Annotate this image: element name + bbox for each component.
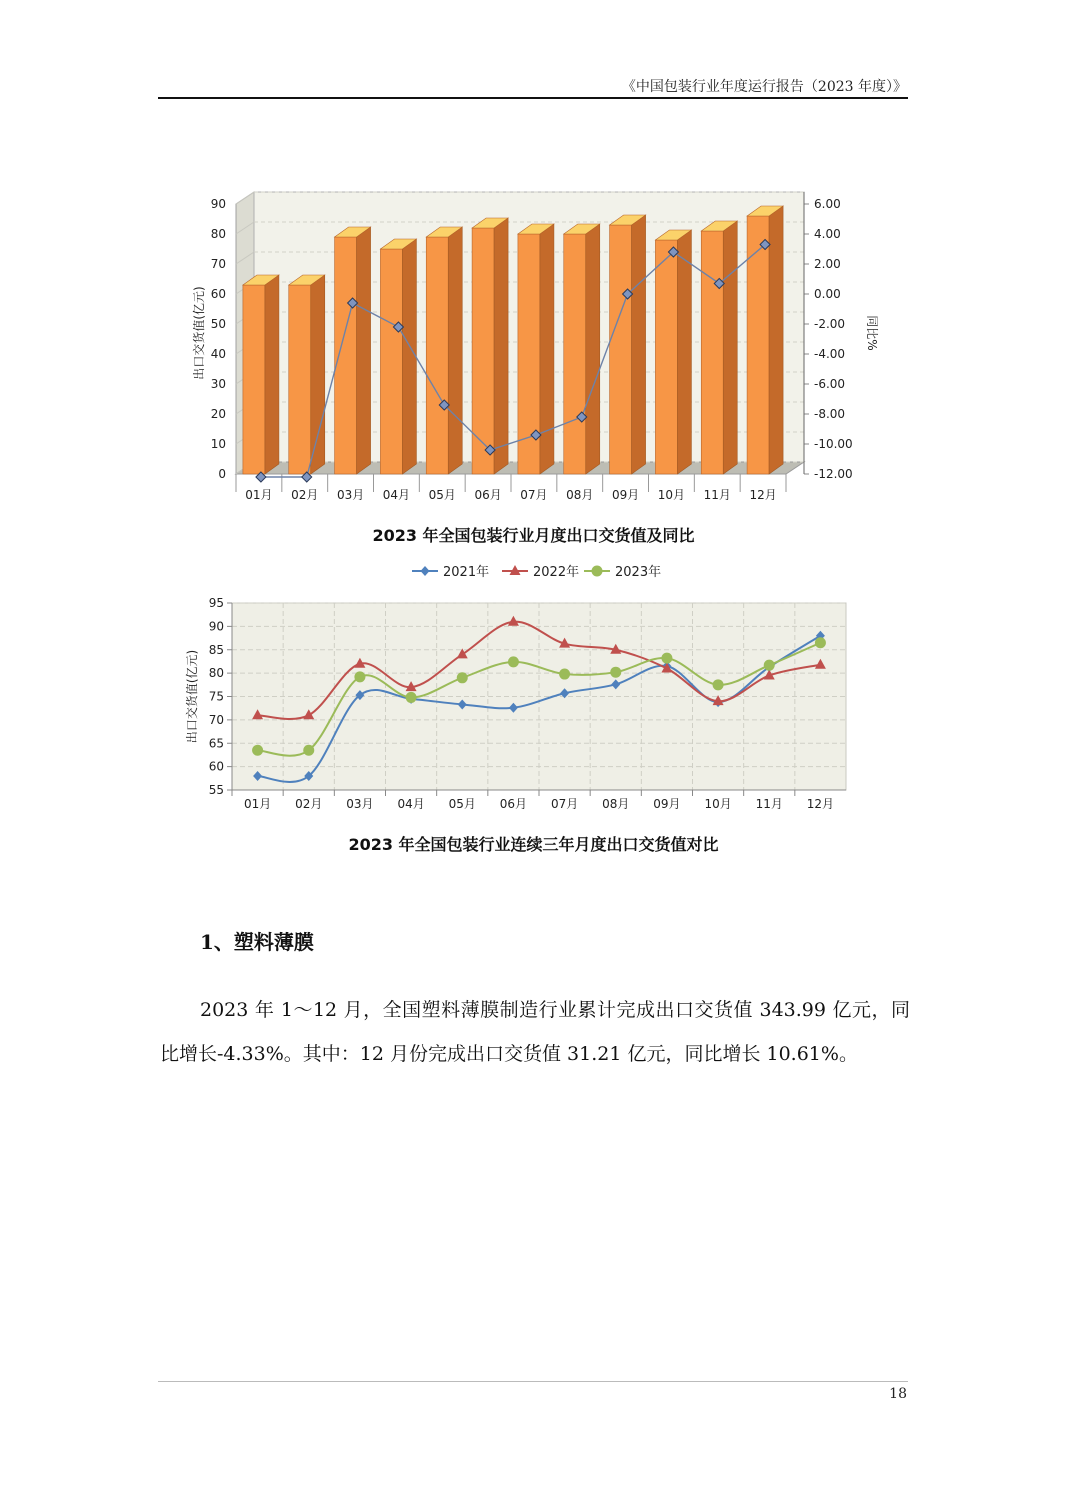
chart2-svg: [0, 560, 1067, 830]
x-tick-label: 04月: [382, 488, 411, 502]
series-marker-2023年: [559, 669, 570, 680]
y-axis-title: 出口交货值(亿元): [185, 649, 199, 744]
bar-front: [564, 234, 586, 474]
running-header: 《中国包装行业年度运行报告（2023 年度）》: [621, 79, 907, 95]
bar-side: [586, 224, 600, 474]
x-tick-label: 10月: [657, 488, 686, 502]
y-tick-label: 85: [208, 642, 224, 657]
header-rule: [158, 97, 908, 99]
y2-axis-title: 同比%: [865, 315, 879, 351]
y-tick-label: 50: [210, 317, 226, 331]
section-heading: 1、塑料薄膜: [200, 930, 314, 954]
page-number: 18: [889, 1386, 907, 1402]
x-tick-label: 05月: [448, 797, 476, 811]
bar-side: [632, 215, 646, 474]
y-tick-label: 95: [208, 596, 224, 610]
y-tick-label: 80: [208, 666, 224, 681]
x-tick-label: 01月: [245, 488, 273, 502]
bar-side: [769, 206, 783, 474]
bar-side: [402, 239, 416, 474]
x-tick-label: 07月: [550, 797, 579, 811]
bar: [610, 215, 646, 474]
x-tick-label: 12月: [806, 797, 835, 811]
bar-front: [380, 249, 402, 474]
y-tick-label: 30: [210, 377, 226, 391]
bar-side: [448, 227, 462, 474]
y2-tick-label: 2.00: [814, 257, 841, 271]
y-tick-label: 90: [210, 197, 226, 211]
y2-tick-label: -4.00: [814, 347, 846, 361]
series-marker-2023年: [303, 745, 314, 756]
y-tick-label: 60: [208, 759, 224, 774]
bar: [243, 275, 279, 474]
legend-label: 2021年: [443, 565, 490, 580]
series-marker-2023年: [661, 653, 672, 664]
x-tick-label: 11月: [755, 797, 783, 811]
y2-tick-label: -2.00: [814, 317, 846, 331]
chart1-caption: 2023 年全国包装行业月度出口交货值及同比: [372, 526, 695, 545]
footer-rule: [158, 1381, 908, 1382]
bar-front: [701, 231, 723, 474]
legend-marker: [421, 566, 430, 576]
series-marker-2023年: [713, 679, 724, 690]
x-tick-label: 02月: [291, 488, 319, 502]
x-tick-label: 10月: [704, 797, 732, 811]
y-tick-label: 55: [208, 783, 224, 797]
bar-side: [357, 227, 371, 474]
bar-front: [426, 237, 448, 474]
y-tick-label: 70: [210, 257, 226, 271]
y2-tick-label: 0.00: [814, 287, 841, 301]
series-marker-2023年: [354, 671, 365, 682]
y-tick-label: 20: [210, 407, 226, 421]
bar-side: [677, 230, 691, 474]
series-marker-2023年: [252, 745, 263, 756]
bar-side: [723, 221, 737, 474]
x-tick-label: 01月: [243, 797, 272, 811]
x-tick-label: 06月: [499, 797, 528, 811]
bar-line-chart: [0, 180, 1067, 520]
y2-tick-label: -10.00: [814, 437, 853, 451]
bar-side: [265, 275, 279, 474]
y2-tick-label: -12.00: [814, 467, 853, 481]
x-tick-label: 09月: [611, 488, 640, 502]
x-tick-label: 04月: [397, 797, 425, 811]
x-tick-label: 03月: [346, 797, 374, 811]
bar-front: [289, 285, 311, 474]
y-tick-label: 65: [208, 736, 224, 751]
body-paragraph: 2023 年 1～12 月，全国塑料薄膜制造行业累计完成出口交货值 343.99 亿元，同比增长-4.33%。其中：12 月份完成出口交货值 31.21 亿元，同比增长 10.61%。: [160, 999, 910, 1065]
series-marker-2023年: [815, 637, 826, 648]
bar: [289, 275, 325, 474]
x-tick-label: 05月: [428, 488, 456, 502]
y2-tick-label: 4.00: [814, 227, 841, 241]
y-tick-label: 75: [208, 689, 224, 704]
bar-front: [655, 240, 677, 474]
legend-label: 2022年: [533, 565, 580, 580]
y-tick-label: 60: [210, 287, 226, 301]
x-tick-label: 06月: [474, 488, 502, 502]
x-tick-label: 03月: [336, 488, 365, 502]
bar: [472, 218, 508, 474]
y-tick-label: 40: [210, 347, 226, 361]
series-marker-2023年: [508, 656, 519, 667]
series-marker-2023年: [406, 692, 417, 703]
x-tick-label: 08月: [602, 797, 630, 811]
bar: [426, 227, 462, 474]
legend-label: 2023年: [615, 565, 662, 580]
y-tick-label: 10: [210, 437, 226, 451]
x-tick-label: 02月: [295, 797, 323, 811]
bar-side: [540, 224, 554, 474]
chart1-svg: [0, 180, 1067, 520]
y2-tick-label: -8.00: [814, 407, 846, 421]
x-tick-label: 08月: [566, 488, 594, 502]
y2-tick-label: -6.00: [814, 377, 846, 391]
bar-front: [747, 216, 769, 474]
series-marker-2023年: [457, 672, 468, 683]
y-axis-title: 出口交货值(亿元): [192, 286, 206, 380]
y-tick-label: 70: [208, 712, 224, 727]
series-marker-2023年: [764, 660, 775, 671]
multi-line-chart: [0, 560, 1067, 830]
bar-front: [335, 237, 357, 474]
x-tick-label: 11月: [703, 488, 731, 502]
y2-tick-label: 6.00: [814, 197, 841, 211]
y-tick-label: 0: [218, 467, 226, 481]
chart2-caption: 2023 年全国包装行业连续三年月度出口交货值对比: [348, 835, 719, 854]
bar: [564, 224, 600, 474]
bar: [701, 221, 737, 474]
series-marker-2023年: [610, 667, 621, 678]
y-tick-label: 80: [210, 227, 226, 241]
bar-front: [610, 225, 632, 474]
bar-side: [494, 218, 508, 474]
bar-front: [472, 228, 494, 474]
x-tick-label: 09月: [653, 797, 681, 811]
bar-side: [311, 275, 325, 474]
bar-front: [243, 285, 265, 474]
y-tick-label: 90: [208, 619, 224, 634]
legend-marker: [592, 566, 603, 577]
bar: [380, 239, 416, 474]
x-tick-label: 07月: [520, 488, 548, 502]
bar: [655, 230, 691, 474]
x-tick-label: 12月: [749, 488, 777, 502]
